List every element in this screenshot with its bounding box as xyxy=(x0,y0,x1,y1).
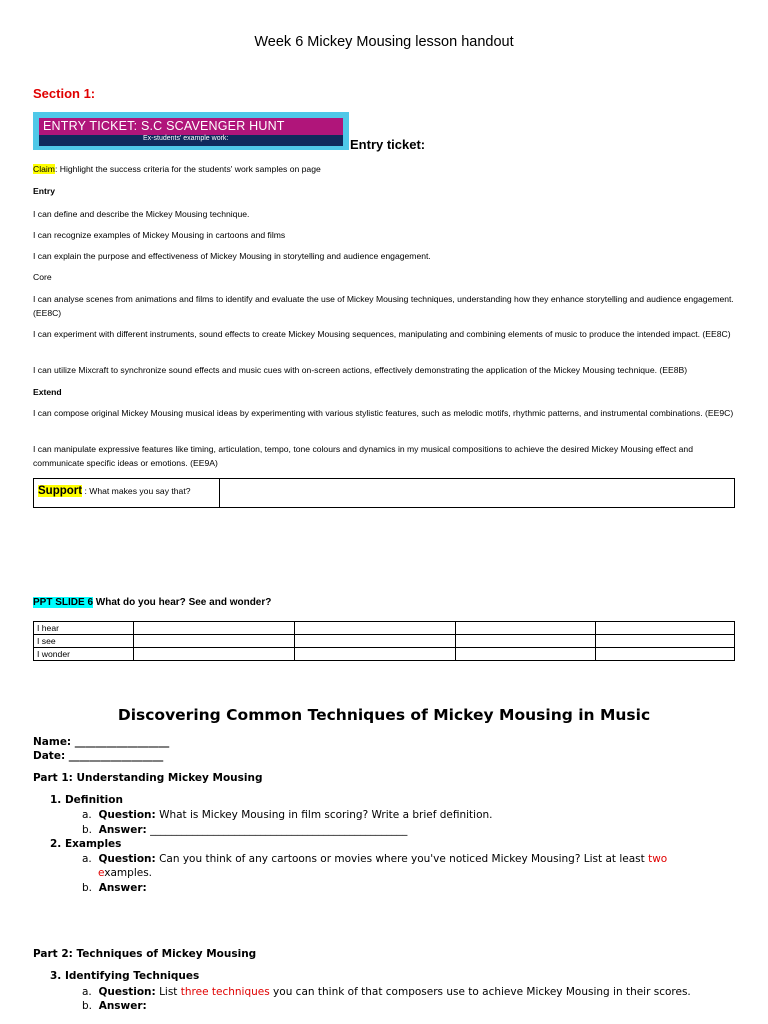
row-label: I see xyxy=(34,635,134,648)
grid-cell[interactable] xyxy=(456,648,596,661)
core-item: I can utilize Mixcraft to synchronize sound effects and music cues with on-screen actions, effectively demonstrating the application of the Mickey Mousing technique. (EE8B) xyxy=(33,365,688,375)
part1-heading: Part 1: Understanding Mickey Mousing xyxy=(33,772,263,784)
q2-text-a: Can you think of any cartoons or movies where you've noticed Mickey Mousing? List at least xyxy=(155,853,649,865)
q2-text-b: xamples. xyxy=(104,867,153,879)
a1-line: b. Answer: _________________________________________________ xyxy=(82,824,408,836)
page-title: Week 6 Mickey Mousing lesson handout xyxy=(254,34,514,50)
item1-label: Definition xyxy=(64,794,123,806)
entry-item: I can explain the purpose and effectiveness of Mickey Mousing in storytelling and audience engagement. xyxy=(33,251,431,261)
q2-red-letter: e xyxy=(98,867,105,879)
item1: 1. Definition xyxy=(50,794,123,806)
grid-cell[interactable] xyxy=(295,622,456,635)
grid-cell[interactable] xyxy=(134,622,295,635)
item3-label: Identifying Techniques xyxy=(64,970,200,982)
support-answer-cell[interactable] xyxy=(220,479,735,508)
claim-line xyxy=(33,162,738,176)
core-heading: Core xyxy=(33,272,52,282)
table-row xyxy=(34,648,735,661)
grid-cell[interactable] xyxy=(596,622,735,635)
item2: 2. Examples xyxy=(50,838,122,850)
entry-heading: Entry xyxy=(33,186,55,196)
extend-item: I can compose original Mickey Mousing musical ideas by experimenting with various stylistic features, such as melodic motifs, rhythmic patterns, and instrumental combinations. (EE9C) xyxy=(33,408,734,418)
extend-heading: Extend xyxy=(33,387,62,397)
grid-cell[interactable] xyxy=(295,635,456,648)
part2-heading: Part 2: Techniques of Mickey Mousing xyxy=(33,948,257,960)
extend-item: I can manipulate expressive features like timing, articulation, tempo, tone colours and dynamics in my musical compositions to achieve the desired Mickey Mousing effect and communicate specific ideas or emotions. (EE9A) xyxy=(33,444,693,468)
a3-label[interactable]: Answer: xyxy=(98,1000,147,1012)
q2-line-cont xyxy=(98,866,152,880)
table-row xyxy=(34,622,735,635)
date-field[interactable]: Date: __________________ xyxy=(33,750,164,762)
claim-text: : Highlight the success criteria for the students' work samples on page xyxy=(54,164,321,174)
entry-ticket-label: Entry ticket: xyxy=(350,137,426,152)
name-field[interactable]: Name: __________________ xyxy=(33,736,170,748)
support-prompt: : What makes you say that? xyxy=(82,486,191,496)
worksheet-title: Discovering Common Techniques of Mickey Mousing in Music xyxy=(117,706,651,724)
row-label: I hear xyxy=(34,622,134,635)
item3: 3. Identifying Techniques xyxy=(50,970,200,982)
hear-see-wonder-table xyxy=(33,621,735,661)
ppt-slide-line xyxy=(33,597,738,608)
q3-label: Question: xyxy=(98,986,156,998)
q3-red-phrase: three techniques xyxy=(180,986,270,998)
support-table xyxy=(33,478,735,508)
grid-cell[interactable] xyxy=(295,648,456,661)
a2-line: b. Answer: xyxy=(82,882,147,894)
q3-text-b: you can think of that composers use to achieve Mickey Mousing in their scores. xyxy=(269,986,691,998)
grid-cell[interactable] xyxy=(456,635,596,648)
core-item: I can experiment with different instruments, sound effects to create Mickey Mousing sequences, manipulating and combining elements of music to produce the intended impact. (EE8C) xyxy=(33,329,731,339)
claim-label: Claim xyxy=(33,164,55,174)
banner-main-text: ENTRY TICKET: S.C SCAVENGER HUNT xyxy=(43,119,285,133)
ppt-slide-label: PPT SLIDE 6 xyxy=(33,597,94,608)
grid-cell[interactable] xyxy=(134,635,295,648)
grid-cell[interactable] xyxy=(134,648,295,661)
row-label: I wonder xyxy=(34,648,134,661)
entry-item: I can recognize examples of Mickey Mousing in cartoons and films xyxy=(33,230,286,240)
support-cell xyxy=(34,479,220,508)
q3-text-a: List xyxy=(155,986,181,998)
entry-item: I can define and describe the Mickey Mousing technique. xyxy=(33,209,250,219)
entry-ticket-banner xyxy=(33,112,349,150)
grid-cell[interactable] xyxy=(596,635,735,648)
ppt-slide-prompt: What do you hear? See and wonder? xyxy=(93,597,272,608)
core-item: I can analyse scenes from animations and films to identify and evaluate the use of Mickey Mousing techniques, understanding how they enhance storytelling and audience engagement. (EE8C) xyxy=(33,294,734,318)
grid-cell[interactable] xyxy=(596,648,735,661)
q2-label: Question: xyxy=(98,853,156,865)
item2-label: Examples xyxy=(64,838,122,850)
q2-red-word: two xyxy=(648,853,668,865)
support-label: Support xyxy=(38,485,83,497)
a1-answer-line[interactable]: _________________________________________________ xyxy=(146,824,408,836)
q1-line: a. Question: What is Mickey Mousing in film scoring? Write a brief definition. xyxy=(82,809,493,821)
a1-label: Answer: xyxy=(98,824,147,836)
section-heading: Section 1: xyxy=(33,86,96,101)
q1-text: What is Mickey Mousing in film scoring? Write a brief definition. xyxy=(155,809,493,821)
a2-label[interactable]: Answer: xyxy=(98,882,147,894)
q2-line: a. Question: Can you think of any cartoons or movies where you've noticed Mickey Mousing? List at least two xyxy=(82,853,668,865)
grid-cell[interactable] xyxy=(456,622,596,635)
q3-line: a. Question: List three techniques you can think of that composers use to achieve Mickey Mousing in their scores. xyxy=(82,986,691,998)
q1-label: Question: xyxy=(98,809,156,821)
table-row xyxy=(34,635,735,648)
a3-line: b. Answer: xyxy=(82,1000,147,1012)
banner-sub-text: Ex-students' example work: xyxy=(143,135,229,142)
